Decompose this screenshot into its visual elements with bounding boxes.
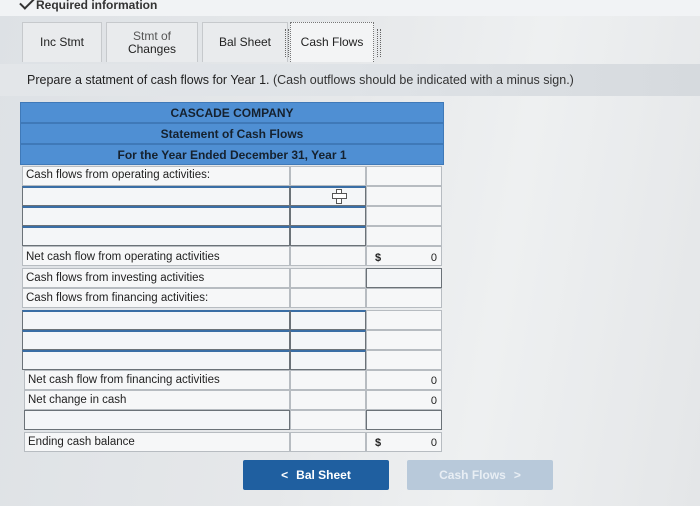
dollar-sign: $: [375, 252, 382, 264]
blank-cell: [290, 288, 366, 308]
investing-header-label: Cash flows from investing activities: [26, 272, 205, 284]
operating-item-1-amount-input[interactable]: [290, 186, 366, 206]
tab-cash-flows[interactable]: [290, 22, 374, 62]
dollar-sign: $: [375, 437, 382, 449]
prev-button-label: Bal Sheet: [296, 468, 351, 482]
net-change-cell: [24, 390, 290, 410]
chevron-left-icon: <: [281, 468, 289, 482]
operating-header-cell: [22, 166, 290, 186]
operating-header-label: Cash flows from operating activities:: [26, 169, 211, 181]
blank-cell: [290, 410, 366, 430]
statement-title: Statement of Cash Flows: [20, 123, 444, 144]
net-financing-total: [366, 370, 442, 390]
instruction-main: Prepare a statment of cash flows for Year 1.: [27, 73, 270, 87]
financing-item-2-amount-input[interactable]: [290, 330, 366, 350]
next-tab-button[interactable]: [407, 460, 553, 490]
tab-label: Bal Sheet: [218, 35, 272, 49]
ending-cash-total: [366, 432, 442, 452]
banner-title: Required information: [36, 0, 158, 12]
instruction-note: (Cash outflows should be indicated with a minus sign.): [272, 73, 574, 87]
net-change-value: 0: [430, 395, 437, 407]
net-financing-cell: [24, 370, 290, 390]
financing-item-1-label-input[interactable]: [22, 310, 290, 330]
operating-item-3-label-input[interactable]: [22, 226, 290, 246]
focus-dots-left: [285, 29, 289, 57]
blank-cell: [366, 226, 442, 246]
net-operating-label: Net cash flow from operating activities: [26, 251, 220, 263]
required-info-banner: [0, 0, 700, 16]
blank-cell: [366, 186, 442, 206]
blank-cell: [366, 310, 442, 330]
checkmark-icon: [19, 0, 35, 10]
ending-cash-value: 0: [430, 437, 437, 449]
net-change-label: Net change in cash: [28, 394, 127, 406]
instruction-text: [27, 73, 574, 87]
statement-period: For the Year Ended December 31, Year 1: [20, 144, 444, 165]
operating-item-2-amount-input[interactable]: [290, 206, 366, 226]
chevron-right-icon: >: [513, 468, 521, 482]
tab-bal-sheet[interactable]: [202, 22, 288, 62]
net-operating-total: [366, 246, 442, 266]
net-financing-label: Net cash flow from financing activities: [28, 374, 220, 386]
blank-cell: [366, 288, 442, 308]
financing-header-cell: [22, 288, 290, 308]
investing-total-input[interactable]: [366, 268, 442, 288]
operating-item-3-amount-input[interactable]: [290, 226, 366, 246]
blank-cell: [366, 350, 442, 370]
focus-dots-right: [377, 29, 381, 57]
operating-item-2-label-input[interactable]: [22, 206, 290, 226]
financing-item-2-label-input[interactable]: [22, 330, 290, 350]
blank-cell: [290, 432, 366, 452]
financing-item-1-amount-input[interactable]: [290, 310, 366, 330]
financing-item-3-label-input[interactable]: [22, 350, 290, 370]
beginning-cash-amount-input[interactable]: [366, 410, 442, 430]
operating-item-1-label-input[interactable]: [22, 186, 290, 206]
beginning-cash-label-input[interactable]: [24, 410, 290, 430]
ending-cash-cell: [24, 432, 290, 452]
next-button-label: Cash Flows: [439, 468, 506, 482]
prev-tab-button[interactable]: [243, 460, 389, 490]
net-financing-value: 0: [430, 375, 437, 387]
investing-header-cell: [22, 268, 290, 288]
tab-label: Inc Stmt: [39, 35, 84, 49]
blank-cell: [290, 390, 366, 410]
net-operating-value: 0: [430, 252, 437, 264]
move-cursor-icon: [332, 189, 346, 203]
tab-label: Cash Flows: [300, 35, 364, 49]
tab-inc-stmt[interactable]: [22, 22, 102, 62]
tab-stmt-of-changes[interactable]: [106, 22, 198, 62]
blank-cell: [366, 206, 442, 226]
blank-cell: [366, 330, 442, 350]
financing-header-label: Cash flows from financing activities:: [26, 292, 209, 304]
tab-bar: [22, 20, 700, 65]
net-operating-cell: [22, 246, 290, 266]
blank-cell: [290, 370, 366, 390]
blank-cell: [290, 246, 366, 266]
company-name: CASCADE COMPANY: [20, 102, 444, 123]
blank-cell: [366, 166, 442, 186]
blank-cell: [290, 166, 366, 186]
tab-label-bottom: Changes: [127, 41, 177, 56]
net-change-total: [366, 390, 442, 410]
ending-cash-label: Ending cash balance: [28, 436, 135, 448]
financing-item-3-amount-input[interactable]: [290, 350, 366, 370]
blank-cell: [290, 268, 366, 288]
tab-label-top: Stmt of: [132, 28, 171, 43]
